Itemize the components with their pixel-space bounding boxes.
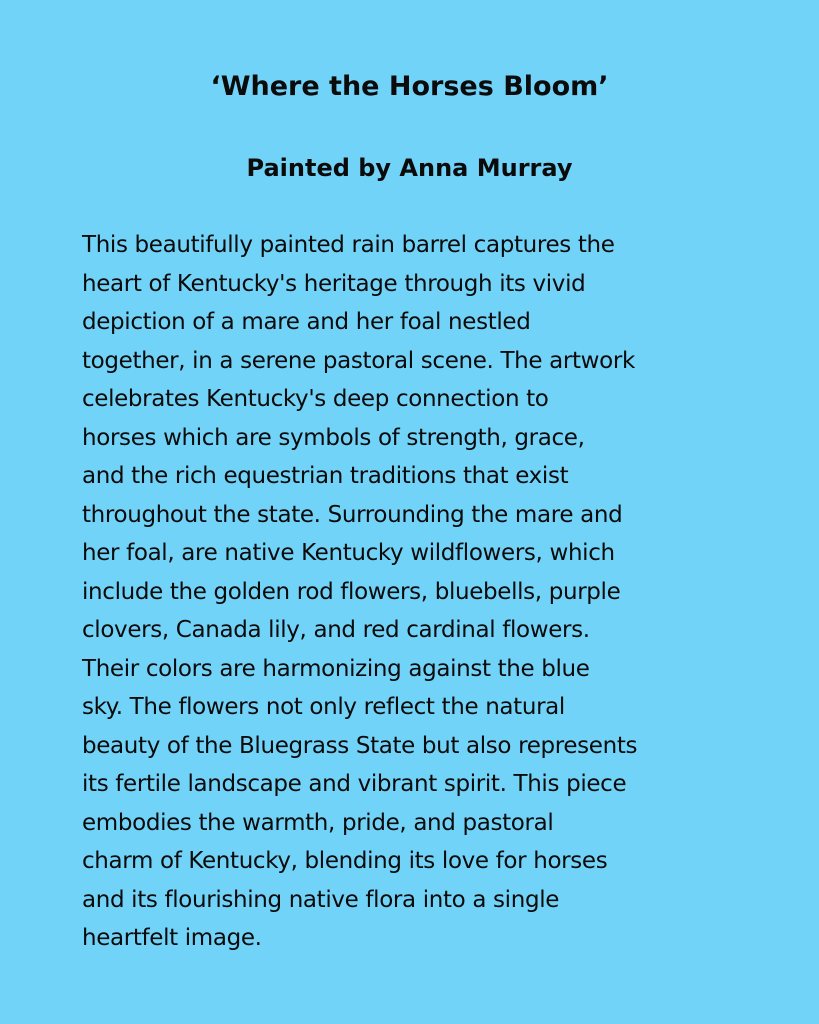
paragraph-line: This beautifully painted rain barrel captures the bbox=[82, 232, 615, 258]
paragraph-line: its fertile landscape and vibrant spirit. This piece bbox=[82, 771, 627, 797]
paragraph-line: together, in a serene pastoral scene. The artwork bbox=[82, 347, 635, 374]
description-paragraph bbox=[82, 226, 782, 958]
paragraph-line: sky. The flowers not only reflect the natural bbox=[82, 694, 565, 720]
paragraph-line: embodies the warmth, pride, and pastoral bbox=[82, 809, 554, 836]
paragraph-line: Their colors are harmonizing against the blue bbox=[82, 655, 590, 682]
paragraph-line: heart of Kentucky's heritage through its vivid bbox=[82, 270, 586, 297]
paragraph-line: beauty of the Bluegrass State but also represents bbox=[82, 732, 638, 759]
paragraph-line: include the golden rod flowers, bluebells, purple bbox=[82, 578, 621, 605]
paragraph-line: charm of Kentucky, blending its love for horses bbox=[82, 848, 608, 874]
paragraph-line: clovers, Canada lily, and red cardinal flowers. bbox=[82, 617, 590, 643]
paragraph-line: heartfelt image. bbox=[82, 925, 262, 951]
paragraph-line: horses which are symbols of strength, grace, bbox=[82, 424, 585, 451]
paragraph-line: and its flourishing native flora into a single bbox=[82, 886, 560, 913]
document-subtitle: Painted by Anna Murray bbox=[246, 154, 573, 182]
document-title: ‘Where the Horses Bloom’ bbox=[210, 71, 609, 102]
paragraph-line: her foal, are native Kentucky wildflowers, which bbox=[82, 540, 615, 566]
paragraph-line: throughout the state. Surrounding the mare and bbox=[82, 501, 623, 528]
paragraph-line: celebrates Kentucky's deep connection to bbox=[82, 386, 549, 412]
paragraph-line: and the rich equestrian traditions that exist bbox=[82, 463, 569, 489]
paragraph-line: depiction of a mare and her foal nestled bbox=[82, 309, 531, 335]
